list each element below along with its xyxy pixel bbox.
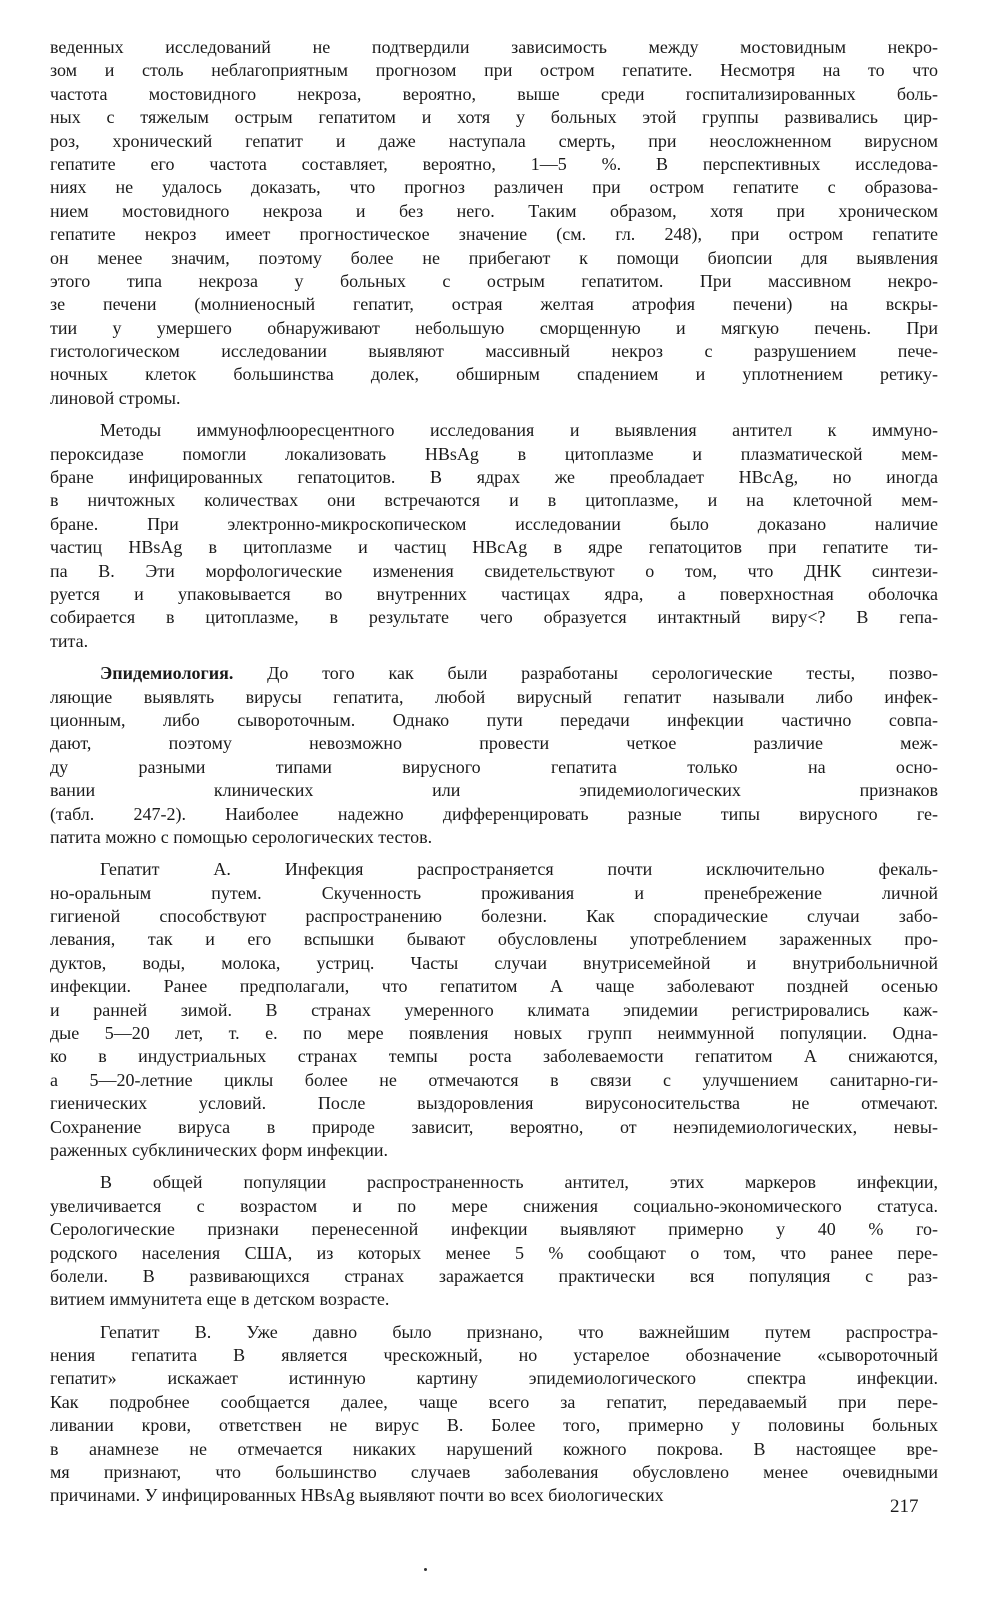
text-line: [50, 732, 938, 755]
text-line: [50, 363, 938, 386]
line-text: собирается в цитоплазме, в результате чего образуется интактный виру<? В гепа-: [50, 607, 938, 628]
text-line: [50, 106, 938, 129]
text-line: [50, 387, 938, 410]
line-text: гистологическом исследовании выявляют массивный некроз с разрушением пече-: [50, 341, 938, 362]
line-text: гигиеной способствуют распространению болезни. Как спорадические случаи забо-: [50, 906, 938, 927]
line-text: пероксидазе помогли локализовать HBsAg в цитоплазме и плазматической мем-: [50, 443, 938, 464]
paragraph: [50, 419, 938, 653]
line-text: частиц HBsAg в цитоплазме и частиц HBcAg в ядре гепатоцитов при гепатите ти-: [50, 537, 938, 558]
line-text: тита.: [50, 630, 89, 651]
text-line: [50, 1069, 938, 1092]
line-text: ко в индустриальных странах темпы роста заболеваемости гепатитом А снижаются,: [50, 1046, 938, 1067]
line-text: ляющие выявлять вирусы гепатита, любой вирусный гепатит называли либо инфек-: [50, 686, 938, 707]
text-line: [50, 1045, 938, 1068]
text-line: [50, 489, 938, 512]
line-text: а 5—20-летние циклы более не отмечаются в связи с улучшением санитарно-ги-: [50, 1069, 938, 1090]
text-line: [50, 443, 938, 466]
paragraph: [50, 662, 938, 849]
line-text: тии у умершего обнаруживают небольшую сморщенную и мягкую печень. При: [50, 317, 938, 338]
text-line: [50, 928, 938, 951]
line-text: гепатите некроз имеет прогностическое значение (см. гл. 248), при остром гепатите: [50, 224, 938, 245]
line-text: в анамнезе не отмечается никаких нарушений кожного покрова. В настоящее вре-: [50, 1438, 938, 1459]
line-text: левания, так и его вспышки бывают обусловлены употреблением зараженных про-: [50, 929, 938, 950]
line-text: увеличивается с возрастом и по мере снижения социально-экономического статуса.: [50, 1195, 938, 1216]
text-line: [50, 1218, 938, 1241]
line-text: раженных субклинических форм инфекции.: [50, 1139, 389, 1160]
line-text: нения гепатита В является чрескожный, но устарелое обозначение «сывороточный: [50, 1345, 938, 1366]
line-text: В общей популяции распространенность антител, этих маркеров инфекции,: [100, 1172, 938, 1193]
text-line: [50, 630, 938, 653]
line-text: этого типа некроза у больных с острым гепатитом. При массивном некро-: [50, 270, 938, 291]
section-heading: Эпидемиология.: [100, 663, 234, 684]
line-text: ных с тяжелым острым гепатитом и хотя у больных этой группы развивались цир-: [50, 107, 938, 128]
text-line: [50, 1321, 938, 1344]
text-line: [50, 83, 938, 106]
text-line: [50, 270, 938, 293]
text-line: [50, 130, 938, 153]
text-line: [50, 247, 938, 270]
line-text: Методы иммунофлюоресцентного исследования и выявления антител к иммуно-: [100, 420, 938, 441]
line-text: причинами. У инфицированных HBsAg выявляют почти во всех биологических: [50, 1485, 664, 1506]
text-line: [50, 560, 938, 583]
text-line: [50, 1242, 938, 1265]
line-text: и ранней зимой. В странах умеренного климата эпидемии регистрировались каж-: [50, 999, 938, 1020]
text-line: [50, 536, 938, 559]
line-text: вании клинических или эпидемиологических признаков: [50, 780, 938, 801]
text-line: [50, 59, 938, 82]
paragraph-gap: [50, 653, 938, 662]
text-line: [50, 419, 938, 442]
line-text: веденных исследований не подтвердили зависимость между мостовидным некро-: [50, 37, 938, 57]
line-text: па В. Эти морфологические изменения свидетельствуют о том, что ДНК синтези-: [50, 560, 938, 581]
text-line: [50, 223, 938, 246]
text-line: [50, 1171, 938, 1194]
line-text: ду разными типами вирусного гепатита только на осно-: [50, 756, 938, 777]
text-line: [50, 200, 938, 223]
line-text: он менее значим, поэтому более не прибегают к помощи биопсии для выявления: [50, 247, 938, 268]
text-line: [50, 513, 938, 536]
text-line: [50, 975, 938, 998]
text-line: [50, 756, 938, 779]
text-line: [50, 952, 938, 975]
paragraph-gap: [50, 410, 938, 419]
line-text: гепатит» искажает истинную картину эпидемиологического спектра инфекции.: [50, 1368, 938, 1389]
paragraph: [50, 36, 938, 410]
text-line: [50, 1367, 938, 1390]
text-line: [50, 779, 938, 802]
text-line: [50, 1461, 938, 1484]
text-line: [50, 1288, 938, 1311]
text-line: [50, 1438, 938, 1461]
body-text: [50, 36, 938, 1508]
text-line: [50, 176, 938, 199]
speck: [424, 1568, 427, 1571]
line-text: дают, поэтому невозможно провести четкое различие меж-: [50, 733, 938, 754]
paragraph-gap: [50, 849, 938, 858]
line-text: До того как были разработаны серологические тесты, позво-: [233, 663, 938, 684]
text-line: [50, 317, 938, 340]
line-text: дые 5—20 лет, т. е. по мере появления новых групп неиммунной популяции. Одна-: [50, 1023, 938, 1044]
text-line: [50, 1414, 938, 1437]
line-text: роз, хронический гепатит и даже наступала смерть, при неосложненном вирусном: [50, 130, 938, 151]
text-line: [50, 826, 938, 849]
line-text: ливании крови, ответствен не вирус В. Более того, примерно у половины больных: [50, 1415, 938, 1436]
paragraph-gap: [50, 1312, 938, 1321]
line-text: ционным, либо сывороточным. Однако пути передачи инфекции частично совпа-: [50, 709, 938, 730]
text-line: [50, 1092, 938, 1115]
line-text: руется и упаковывается во внутренних частицах ядра, а поверхностная оболочка: [50, 583, 938, 604]
page-number: 217: [890, 1496, 919, 1517]
text-line: [50, 999, 938, 1022]
line-text: дуктов, воды, молока, устриц. Часты случаи внутрисемейной и внутрибольничной: [50, 952, 938, 973]
text-line: [50, 1022, 938, 1045]
line-text: ночных клеток большинства долек, обширным спадением и уплотнением ретику-: [50, 364, 938, 385]
line-text: в ничтожных количествах они встречаются и в цитоплазме, и на клеточной мем-: [50, 490, 938, 511]
text-line: [50, 858, 938, 881]
text-line: [50, 882, 938, 905]
text-line: [50, 293, 938, 316]
line-text: Серологические признаки перенесенной инфекции выявляют примерно у 40 % го-: [50, 1219, 938, 1240]
line-text: частота мостовидного некроза, вероятно, выше среди госпитализированных боль-: [50, 83, 938, 104]
paragraph-gap: [50, 1162, 938, 1171]
text-line: [50, 1265, 938, 1288]
line-text: родского населения США, из которых менее 5 % сообщают о том, что ранее пере-: [50, 1242, 938, 1263]
text-line: [50, 36, 938, 59]
line-text: витием иммунитета еще в детском возрасте.: [50, 1289, 390, 1310]
text-line: [50, 340, 938, 363]
line-text: мя признают, что большинство случаев заболевания обусловлено менее очевидными: [50, 1462, 938, 1483]
line-text: патита можно с помощью серологических тестов.: [50, 826, 433, 847]
line-text: Гепатит В. Уже давно было признано, что важнейшим путем распростра-: [100, 1321, 938, 1342]
line-text: зе печени (молниеносный гепатит, острая желтая атрофия печени) на вскры-: [50, 294, 938, 315]
line-text: болели. В развивающихся странах заражается практически вся популяция с раз-: [50, 1265, 938, 1286]
line-text: гепатите его частота составляет, вероятно, 1—5 %. В перспективных исследова-: [50, 153, 938, 174]
line-text: нием мостовидного некроза и без него. Таким образом, хотя при хроническом: [50, 200, 938, 221]
line-text: Как подробнее сообщается далее, чаще всего за гепатит, передаваемый при пере-: [50, 1391, 938, 1412]
text-line: [50, 686, 938, 709]
text-line: [50, 709, 938, 732]
line-text: инфекции. Ранее предполагали, что гепатитом А чаще заболевают поздней осенью: [50, 976, 938, 997]
text-line: [50, 1484, 938, 1507]
text-line: [50, 1344, 938, 1367]
line-text: линовой стромы.: [50, 387, 181, 408]
line-text: ниях не удалось доказать, что прогноз различен при остром гепатите с образова-: [50, 177, 938, 198]
text-line: [50, 905, 938, 928]
line-text: Сохранение вируса в природе зависит, вероятно, от неэпидемиологических, невы-: [50, 1116, 938, 1137]
line-text: но-оральным путем. Скученность проживания и пренебрежение личной: [50, 882, 938, 903]
text-line: [50, 1195, 938, 1218]
line-text: гиенических условий. После выздоровления вирусоносительства не отмечают.: [50, 1093, 938, 1114]
text-line: [50, 153, 938, 176]
text-line: [50, 1116, 938, 1139]
text-line: [50, 1391, 938, 1414]
paragraph: [50, 1321, 938, 1508]
text-line: [50, 1139, 938, 1162]
text-line: [50, 803, 938, 826]
text-line: [50, 662, 938, 685]
line-text: Гепатит А. Инфекция распространяется почти исключительно фекаль-: [100, 859, 938, 880]
text-line: [50, 466, 938, 489]
paragraph: [50, 1171, 938, 1311]
line-text: (табл. 247-2). Наиболее надежно дифференцировать разные типы вирусного ге-: [50, 803, 938, 824]
text-line: [50, 583, 938, 606]
line-text: бране инфицированных гепатоцитов. В ядрах же преобладает HBcAg, но иногда: [50, 467, 938, 488]
line-text: бране. При электронно-микроскопическом исследовании было доказано наличие: [50, 513, 938, 534]
paragraph: [50, 858, 938, 1162]
text-line: [50, 606, 938, 629]
line-text: зом и столь неблагоприятным прогнозом при остром гепатите. Несмотря на то что: [50, 60, 938, 81]
